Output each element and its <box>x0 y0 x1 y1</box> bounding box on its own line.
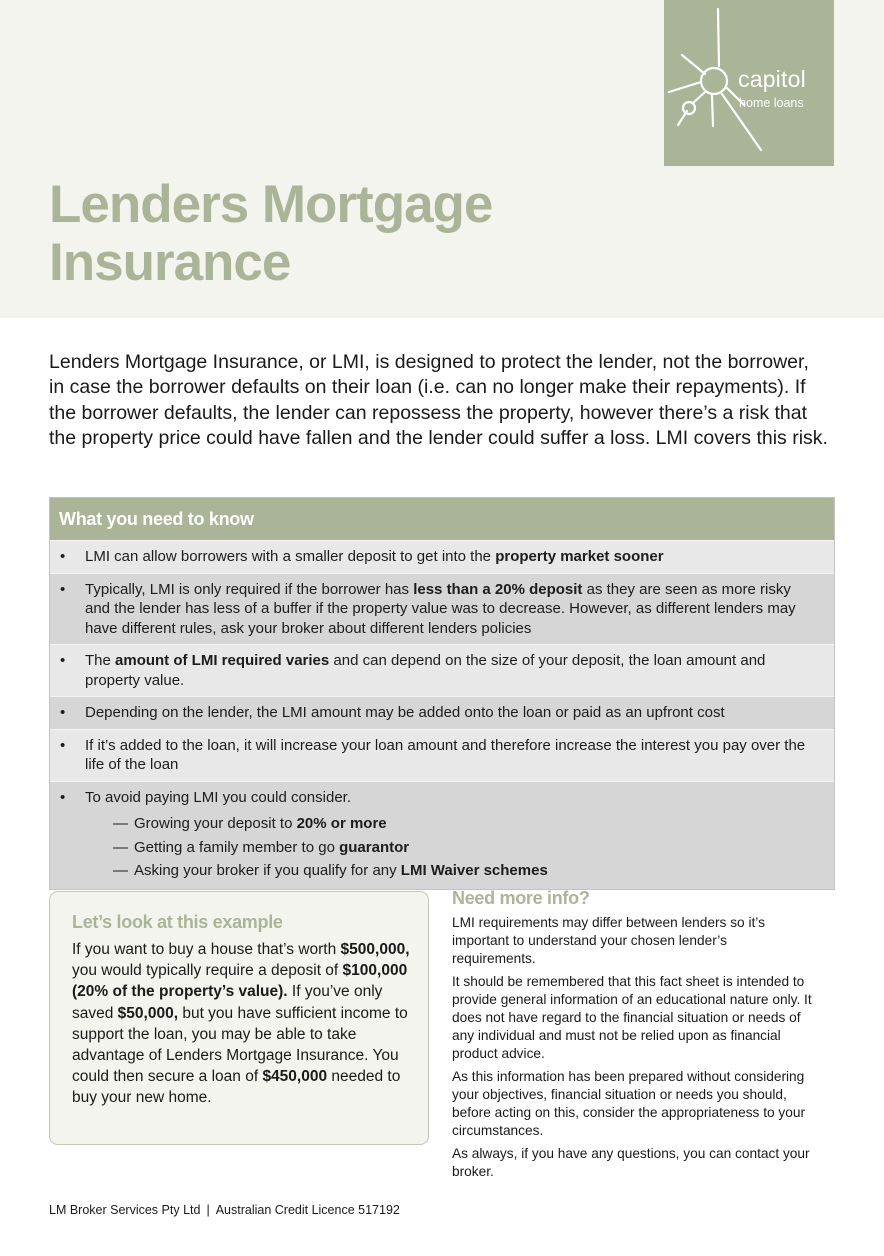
item-text: To avoid paying LMI you could consider. <box>85 788 351 806</box>
sub-item-text: Asking your broker if you qualify for any <box>134 862 401 879</box>
example-bold: $50,000, <box>117 1004 179 1022</box>
bullet-icon: • <box>60 580 66 598</box>
footer-licence: Australian Credit Licence 517192 <box>215 1203 400 1217</box>
item-text: Typically, LMI is only required if the borrower has <box>85 580 414 598</box>
example-heading: Let’s look at this example <box>72 912 283 932</box>
sub-item-text: Growing your deposit to <box>134 815 297 832</box>
dash-icon: — <box>113 815 128 832</box>
bullet-icon: • <box>60 652 66 669</box>
dash-icon: — <box>113 862 128 879</box>
what-you-need-to-know-box <box>49 497 835 890</box>
sub-list <box>85 812 816 883</box>
bullet-icon: • <box>60 704 66 721</box>
logo-subtitle: home loans <box>739 96 804 110</box>
know-heading: What you need to know <box>50 498 834 540</box>
item-text-rest: as they are seen as more risky and the lender has less of a buffer if the property value was to decrease. However, as different lenders may have different rules, ask your broker about different lenders policies <box>85 580 796 637</box>
example-text: If you’ve only saved <box>72 983 383 1022</box>
item-text: Depending on the lender, the LMI amount may be added onto the loan or paid as an upfront cost <box>85 704 725 721</box>
sub-list-item <box>85 812 816 836</box>
sub-item-bold: LMI Waiver schemes <box>400 862 548 879</box>
example-text: but you have sufficient income to support the loan, you may be able to take advantage of Lenders Mortgage Insurance. You could then secure a loan of <box>72 1004 408 1086</box>
logo-wordmark: capitol <box>738 66 806 92</box>
item-bold: property market sooner <box>495 548 664 565</box>
bullet-icon: • <box>60 736 66 754</box>
list-item <box>50 644 834 696</box>
bullet-icon: • <box>60 788 66 806</box>
item-text: LMI can allow borrowers with a smaller deposit to get into the <box>85 548 496 565</box>
footer-company: LM Broker Services Pty Ltd <box>49 1203 201 1217</box>
footer-separator: | <box>206 1203 210 1217</box>
example-box <box>49 891 429 1145</box>
example-bold: $450,000 <box>262 1068 328 1086</box>
sub-item-bold: 20% or more <box>296 815 387 832</box>
list-item <box>50 696 834 729</box>
list-item <box>50 781 834 889</box>
page-title-line1: Lenders Mortgage <box>49 175 493 234</box>
page-title <box>49 176 492 292</box>
info-heading: Need more info? <box>452 888 590 908</box>
example-bold: $100,000 (20% of the property’s value). <box>72 962 408 1001</box>
example-text: you would typically require a deposit of <box>72 962 343 980</box>
dash-icon: — <box>113 838 128 856</box>
sub-item-text: Getting a family member to go <box>134 838 340 856</box>
sub-list-item <box>85 859 816 883</box>
item-bold: amount of LMI required varies <box>115 652 330 669</box>
bullet-icon: • <box>60 548 66 565</box>
example-text: If you want to buy a house that’s worth <box>72 941 341 958</box>
item-text-rest: and can depend on the size of your deposit, the loan amount and property value. <box>85 652 766 689</box>
info-paragraph: As always, if you have any questions, you can contact your broker. <box>452 1146 810 1179</box>
item-bold: less than a 20% deposit <box>413 580 583 598</box>
footer <box>49 1203 400 1217</box>
example-paragraph <box>72 939 412 1109</box>
intro-paragraph: Lenders Mortgage Insurance, or LMI, is designed to protect the lender, not the borrower, in case the borrower defaults on their loan (i.e. can no longer make their repayments). If the borrower defaults, the lender can repossess the property, however there’s a risk that the property price could have fallen and the lender could suffer a loss. LMI covers this risk. <box>49 351 828 450</box>
example-bold: $500,000, <box>340 941 410 958</box>
capitol-logo <box>664 0 834 166</box>
list-item <box>50 573 834 645</box>
sub-list-item <box>85 836 816 860</box>
info-paragraph: As this information has been prepared without considering your objectives, financial situation or needs you should, before acting on this, consider the appropriateness to your circumstances. <box>452 1069 806 1138</box>
item-text: If it’s added to the loan, it will increase your loan amount and therefore increase the interest you pay over the life of the loan <box>85 736 806 773</box>
info-paragraph: LMI requirements may differ between lenders so it’s important to understand your chosen lender’s requirements. <box>452 915 765 966</box>
info-paragraph: It should be remembered that this fact sheet is intended to provide general information of an educational nature only. It does not have regard to the financial situation or needs of any individual and must not be relied upon as financial product advice. <box>452 974 812 1061</box>
sub-item-bold: guarantor <box>339 838 410 856</box>
item-text: The <box>85 652 116 669</box>
page-title-line2: Insurance <box>49 233 291 292</box>
need-more-info-section <box>452 888 814 1186</box>
example-text: needed to buy your new home. <box>72 1068 401 1107</box>
list-item <box>50 729 834 781</box>
list-item <box>50 540 834 573</box>
